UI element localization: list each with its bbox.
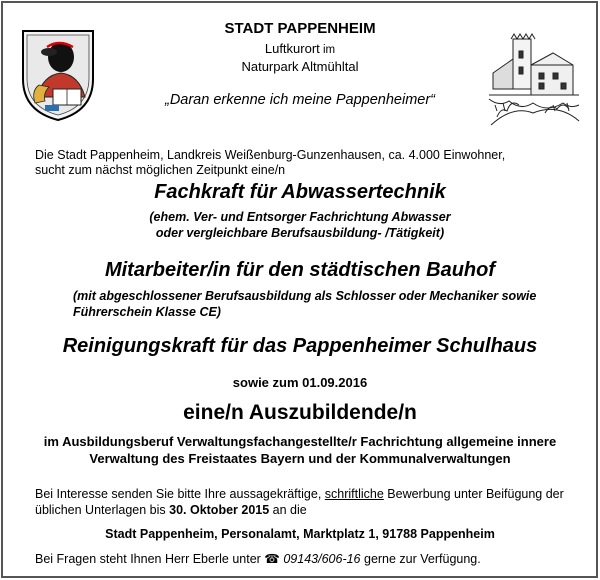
job-desc-line: (mit abgeschlossener Berufsausbildung als Schlosser oder Mechaniker sowie [73,289,537,303]
ad-frame [1,1,598,578]
apply-text: Bei Interesse senden Sie bitte Ihre aussagekräftige, [35,487,325,501]
apprentice-desc-line: im Ausbildungsberuf Verwaltungsfachangestellte/r Fachrichtung allgemeine innere [43,434,557,449]
application-deadline: 30. Oktober 2015 [169,503,270,517]
apprentice-title: eine/n Auszubildende/n [183,401,417,424]
job-desc-line: oder vergleichbare Berufsausbildung- /Tätigkeit) [155,226,445,240]
start-date-text: sowie zum 01.09.2016 [232,375,368,390]
intro-line-2: sucht zum nächst möglichen Zeitpunkt eine/n [35,163,286,177]
intro-line-1: Die Stadt Pappenheim, Landkreis Weißenburg-Gunzenhausen, ca. 4.000 Einwohner, [35,148,506,162]
apprentice-description [23,433,577,467]
contact-suffix: gerne zur Verfügung. [360,552,481,566]
contact-line [35,551,595,566]
job-desc-line: (ehem. Ver- und Entsorger Fachrichtung Abwasser [149,210,451,224]
job-desc-abwassertechnik [3,209,597,241]
apply-text: an die [269,503,307,517]
subtitle-naturpark: Naturpark Altmühltal [241,59,359,74]
job-title-bauhof: Mitarbeiter/in für den städtischen Bauhof [104,259,496,281]
subtitle-luftkurort-word: Luftkurort [264,41,320,56]
application-instructions [35,486,590,518]
job-desc-line: Führerschein Klasse CE) [73,305,221,319]
job-desc-bauhof [73,288,593,320]
job-title-reinigungskraft: Reinigungskraft für das Pappenheimer Schulhaus [62,335,538,357]
telephone-icon: ☎ [264,552,280,566]
contact-prefix: Bei Fragen steht Ihnen Herr Eberle unter [35,552,265,566]
postal-address: Stadt Pappenheim, Personalamt, Marktplatz 1, 91788 Pappenheim [105,527,495,541]
page-title: STADT PAPPENHEIM [224,20,376,37]
subtitle-luftkurort [3,41,597,56]
phone-number: 09143/606-16 [283,552,361,566]
subtitle-im: im [319,44,336,56]
apprentice-desc-line: Verwaltung des Freistaates Bayern und der Kommunalverwaltungen [89,451,511,466]
apply-underlined-word: schriftliche [324,487,384,501]
intro-text [35,148,575,178]
motto: „Daran erkenne ich meine Pappenheimer“ [164,92,435,108]
job-title-abwassertechnik: Fachkraft für Abwassertechnik [154,181,446,203]
apply-text: üblichen Unterlagen bis [35,503,170,517]
apply-text: Bewerbung unter Beifügung der [383,487,564,501]
